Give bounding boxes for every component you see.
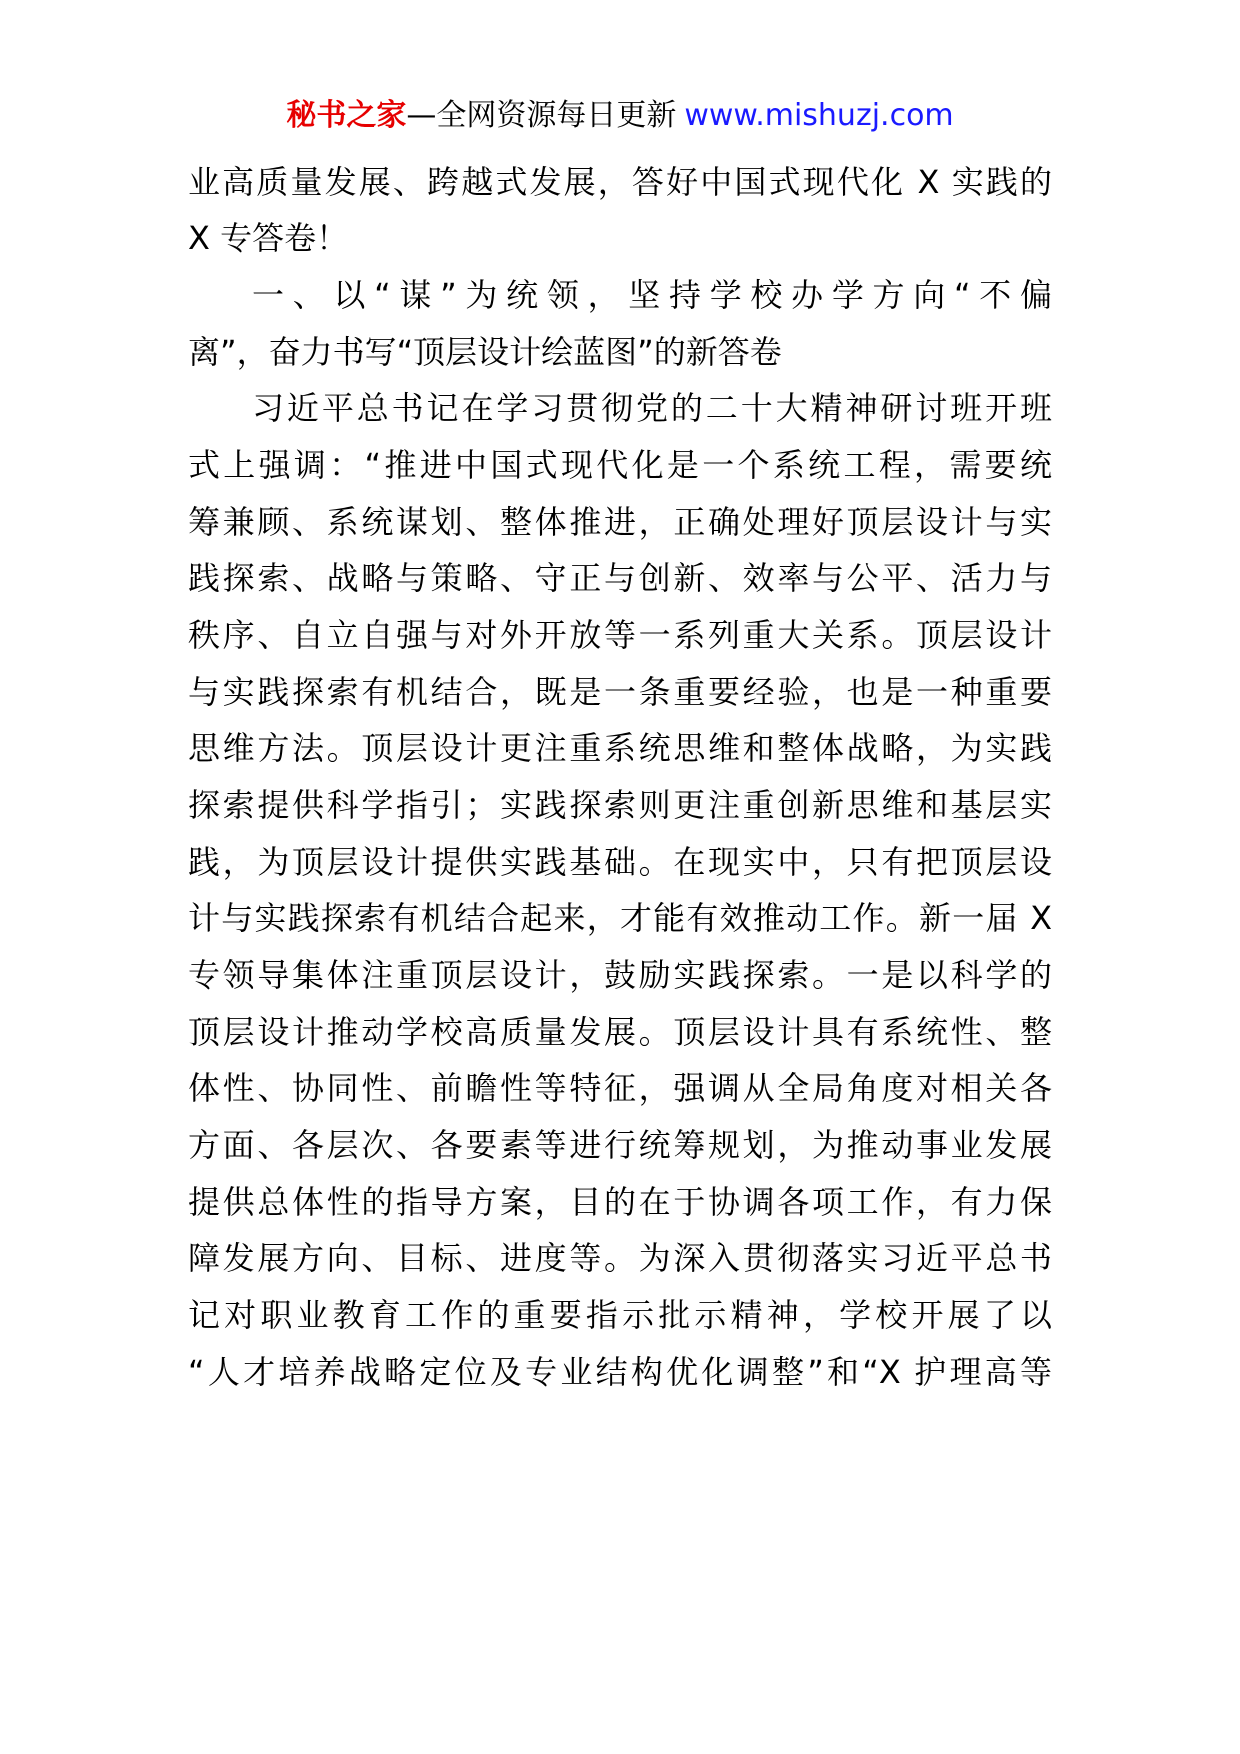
website-link[interactable]: www.mishuzj.com	[684, 98, 954, 133]
text-line: 业高质量发展、跨越式发展，答好中国式现代化 X 实践的	[188, 163, 1052, 201]
section-heading-line: 一、以“谋”为统领，坚持学校办学方向“不偏	[252, 276, 1052, 314]
text-line: X 专答卷！	[188, 219, 349, 257]
text-line: 障发展方向、目标、进度等。为深入贯彻落实习近平总书	[188, 1239, 1052, 1277]
text-line: 与实践探索有机结合，既是一条重要经验，也是一种重要	[188, 673, 1052, 711]
brand-name: 秘书之家	[286, 98, 407, 133]
text-line: 践探索、战略与策略、守正与创新、效率与公平、活力与	[188, 559, 1052, 597]
text-line: 专领导集体注重顶层设计，鼓励实践探索。一是以科学的	[188, 956, 1052, 994]
text-line: 提供总体性的指导方案，目的在于协调各项工作，有力保	[188, 1183, 1052, 1221]
text-line: 践，为顶层设计提供实践基础。在现实中，只有把顶层设	[188, 843, 1052, 881]
text-line: 记对职业教育工作的重要指示批示精神，学校开展了以	[188, 1296, 1052, 1334]
section-heading-line: 离”，奋力书写“顶层设计绘蓝图”的新答卷	[188, 333, 782, 371]
text-line: 探索提供科学指引；实践探索则更注重创新思维和基层实	[188, 786, 1052, 824]
text-line: 顶层设计推动学校高质量发展。顶层设计具有系统性、整	[188, 1013, 1052, 1051]
text-line: 方面、各层次、各要素等进行统筹规划，为推动事业发展	[188, 1126, 1052, 1164]
text-line: 计与实践探索有机结合起来，才能有效推动工作。新一届 X	[188, 899, 1052, 937]
paragraph-first-line: 习近平总书记在学习贯彻党的二十大精神研讨班开班	[252, 389, 1052, 427]
site-header-banner	[0, 96, 1240, 136]
text-line: 思维方法。顶层设计更注重系统思维和整体战略，为实践	[188, 729, 1052, 767]
text-line: “人才培养战略定位及专业结构优化调整”和“X 护理高等	[188, 1353, 1052, 1391]
text-line: 筹兼顾、系统谋划、整体推进，正确处理好顶层设计与实	[188, 503, 1052, 541]
text-line: 秩序、自立自强与对外开放等一系列重大关系。顶层设计	[188, 616, 1052, 654]
text-line: 式上强调：“推进中国式现代化是一个系统工程，需要统	[188, 446, 1052, 484]
header-tagline: —全网资源每日更新	[406, 98, 677, 133]
text-line: 体性、协同性、前瞻性等特征，强调从全局角度对相关各	[188, 1069, 1052, 1107]
